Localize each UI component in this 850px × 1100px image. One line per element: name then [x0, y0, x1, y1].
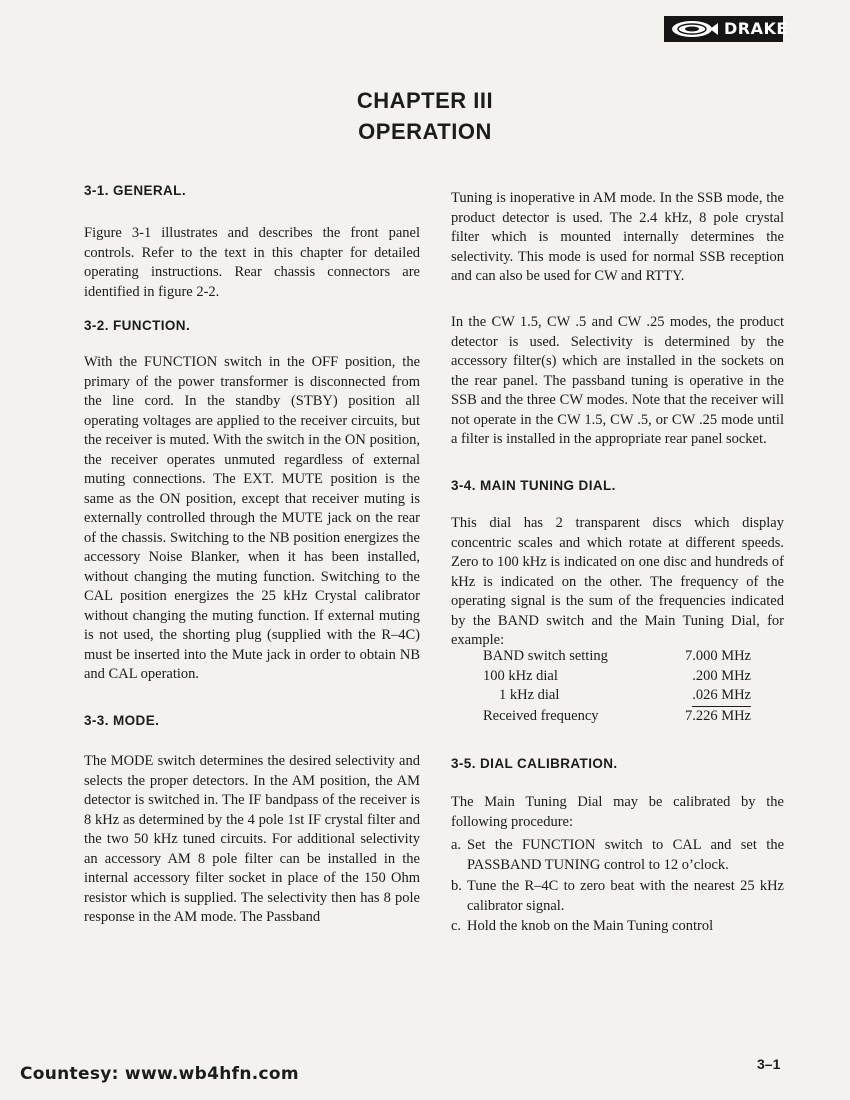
section-dial-cal-heading: 3-5. DIAL CALIBRATION.: [451, 756, 618, 771]
dial-cal-step: [451, 836, 784, 875]
step-text: Hold the knob on the Main Tuning control: [467, 918, 714, 934]
left-column: [84, 0, 420, 1100]
step-label: c.: [451, 918, 462, 934]
section-general-heading: 3-1. GENERAL.: [84, 183, 186, 198]
step-text: Tune the R–4C to zero beat with the nearest 25 kHz calibrator signal.: [467, 878, 784, 914]
section-mode-heading: 3-3. MODE.: [84, 713, 160, 728]
section-mode-text: The MODE switch determines the desired selectivity and selects the proper detectors. In the AM position, the AM detector is switched in. The IF bandpass of the receiver is 8 kHz as determined by the 4 pole 1st IF crystal filter and the two 50 kHz tuned circuits. For additional selectivity an accessory AM 8 pole filter can be installed in the internal accessory filter socket in place of the 150 Ohm resistor which is supplied. The selectivity then has 8 pole response in the AM mode. The Passband: [84, 753, 420, 925]
example-row: [483, 647, 751, 667]
section-function-heading: 3-2. FUNCTION.: [84, 318, 191, 333]
example-value: .200 MHz: [692, 667, 751, 684]
section-function-text: With the FUNCTION switch in the OFF position, the primary of the power transformer is disconnected from the line cord. In the standby (STBY) position all operating voltages are applied to the receiver circuits, but the receiver is muted. With the switch in the ON position, the receiver operates unmuted regardless of external muting connections. The EXT. MUTE position is the same as the ON position, except that receiver muting is externally controlled through the MUTE jack on the rear of the chassis. Switching to the NB position energizes the accessory Noise Blanker, when it has been installed, without changing the muting function. Switching to the CAL position energizes the 25 kHz Crystal calibrator without changing the muting function. If external muting is not used, the shorting plug (supplied with the R–4C) must be inserted into the Mute jack in order to obtain NB and CAL operation.: [84, 354, 420, 682]
example-label: BAND switch setting: [483, 648, 608, 664]
brand-name: DRAKE: [724, 19, 788, 38]
example-value: 7.226 MHz: [684, 707, 751, 724]
dial-cal-step: [451, 917, 784, 937]
section-main-tuning-text: This dial has 2 transparent discs which display concentric scales and which rotate at different speeds. Zero to 100 kHz is indicated on one disc and hundreds of kHz is indicated on the other. The frequency of the operating signal is the sum of the frequencies indicated by the BAND switch and the Main Tuning Dial, for example:: [451, 515, 784, 648]
section-mode-text-cont2: In the CW 1.5, CW .5 and CW .25 modes, the product detector is used. Selectivity is determined by the accessory filter(s) which are installed in the sockets on the rear panel. The passband tuning is operative in the SSB and the three CW modes. Note that the receiver will not operate in the CW 1.5, CW .5, or CW .25 mode until a filter is installed in the appropriate rear panel socket.: [451, 314, 784, 447]
page-number: 3–1: [757, 1056, 781, 1072]
section-mode-text-cont1: Tuning is inoperative in AM mode. In the SSB mode, the product detector is used. The 2.4 kHz, 8 pole crystal filter which is mounted internally determines the selectivity. This mode is used for normal SSB reception and can also be used for CW and RTTY.: [451, 190, 784, 284]
step-label: b.: [451, 878, 462, 894]
example-row: [483, 686, 751, 706]
example-label: Received frequency: [483, 707, 599, 724]
example-value: .026 MHz: [692, 686, 751, 707]
example-label: 1 kHz dial: [499, 687, 560, 703]
frequency-example-table: [483, 647, 751, 726]
section-general-text: Figure 3-1 illustrates and describes the front panel controls. Refer to the text in this chapter for detailed operating instructions. Rear chassis connectors are identified in figure 2-2.: [84, 225, 420, 300]
example-row: [483, 667, 751, 687]
chapter-number: CHAPTER III: [356, 88, 494, 113]
step-text: Set the FUNCTION switch to CAL and set the PASSBAND TUNING control to 12 o’clock.: [467, 837, 784, 873]
right-column: [451, 0, 784, 1100]
courtesy-note: Countesy: www.wb4hfn.com: [20, 1064, 299, 1084]
example-value: 7.000 MHz: [684, 648, 751, 664]
section-dial-cal-text: The Main Tuning Dial may be calibrated by the following procedure:: [451, 794, 784, 830]
example-row-total: [483, 707, 751, 727]
example-label: 100 kHz dial: [483, 667, 558, 684]
section-main-tuning-heading: 3-4. MAIN TUNING DIAL.: [451, 478, 616, 493]
chapter-title: OPERATION: [358, 119, 492, 144]
dial-cal-step: [451, 877, 784, 916]
step-label: a.: [451, 837, 462, 853]
